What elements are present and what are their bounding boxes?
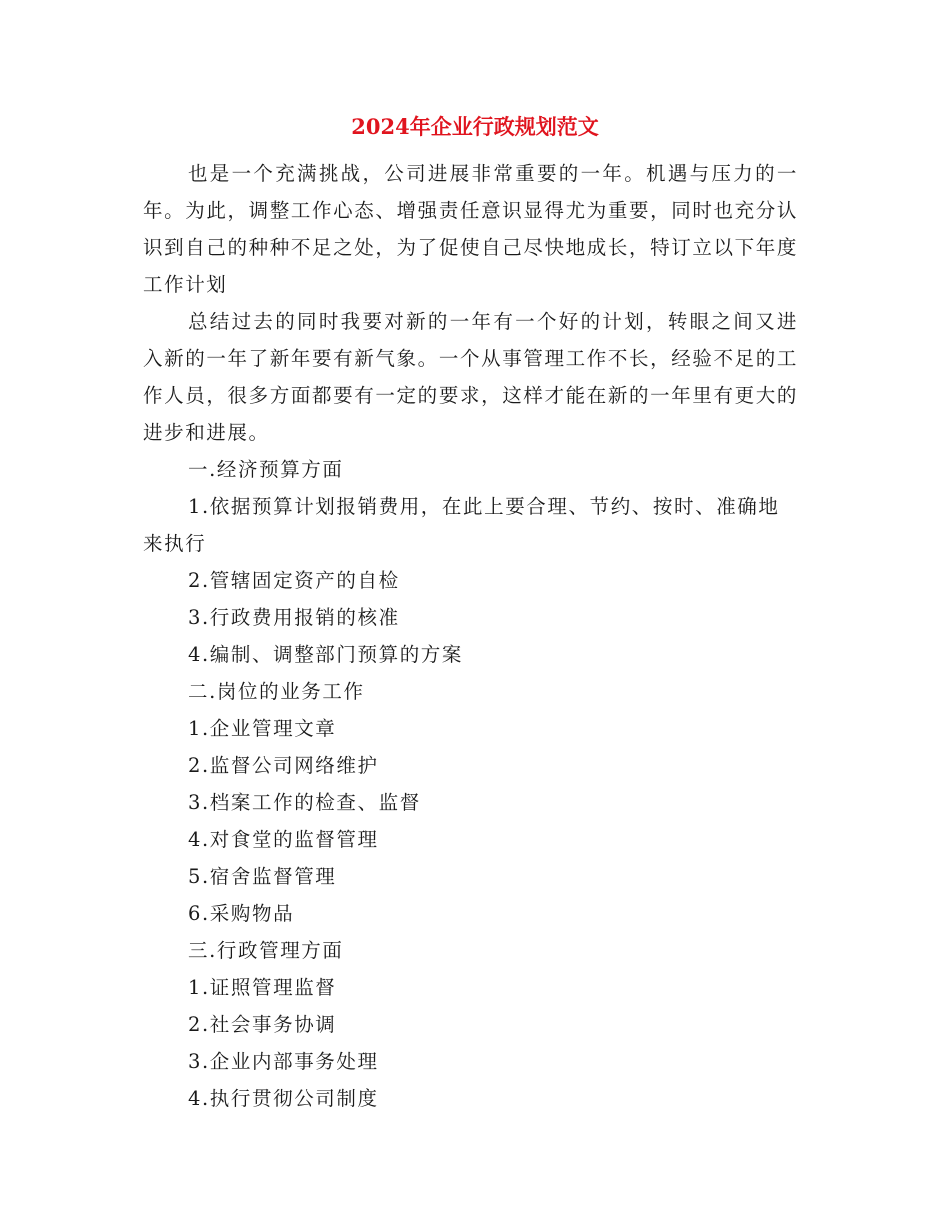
list-item: 6.采购物品 (188, 902, 295, 925)
list-item: 3.行政费用报销的核准 (188, 606, 400, 629)
list-item: 1.依据预算计划报销费用，在此上要合理、节约、按时、准确地来执行 (143, 495, 780, 555)
list-item: 3.企业内部事务处理 (188, 1050, 379, 1073)
section-heading: 一.经济预算方面 (188, 458, 344, 481)
document-title: 2024年企业行政规划范文 (351, 114, 599, 139)
list-item: 2.管辖固定资产的自检 (188, 569, 400, 592)
list-item: 2.监督公司网络维护 (188, 754, 379, 777)
list-item: 5.宿舍监督管理 (188, 865, 337, 888)
list-item: 1.企业管理文章 (188, 717, 337, 740)
section-heading: 二.岗位的业务工作 (188, 680, 365, 703)
section-job-duties (143, 673, 798, 932)
intro-paragraph: 也是一个充满挑战，公司进展非常重要的一年。机遇与压力的一年。为此，调整工作心态、增强责任意识显得尤为重要，同时也充分认识到自己的种种不足之处，为了促使自己尽快地成长，特订立以下年度工作计划 (143, 162, 798, 296)
list-item: 1.证照管理监督 (188, 976, 337, 999)
section-heading: 三.行政管理方面 (188, 939, 344, 962)
section-economic-budget (143, 451, 798, 673)
section-admin-management (143, 932, 798, 1117)
list-item: 3.档案工作的检查、监督 (188, 791, 421, 814)
list-item: 4.对食堂的监督管理 (188, 828, 379, 851)
list-item: 4.编制、调整部门预算的方案 (188, 643, 464, 666)
list-item: 2.社会事务协调 (188, 1013, 337, 1036)
document-body (143, 155, 798, 1117)
intro-paragraph: 总结过去的同时我要对新的一年有一个好的计划，转眼之间又进入新的一年了新年要有新气象。一个从事管理工作不长，经验不足的工作人员，很多方面都要有一定的要求，这样才能在新的一年里有更大的进步和进展。 (143, 310, 798, 444)
list-item: 4.执行贯彻公司制度 (188, 1087, 379, 1110)
